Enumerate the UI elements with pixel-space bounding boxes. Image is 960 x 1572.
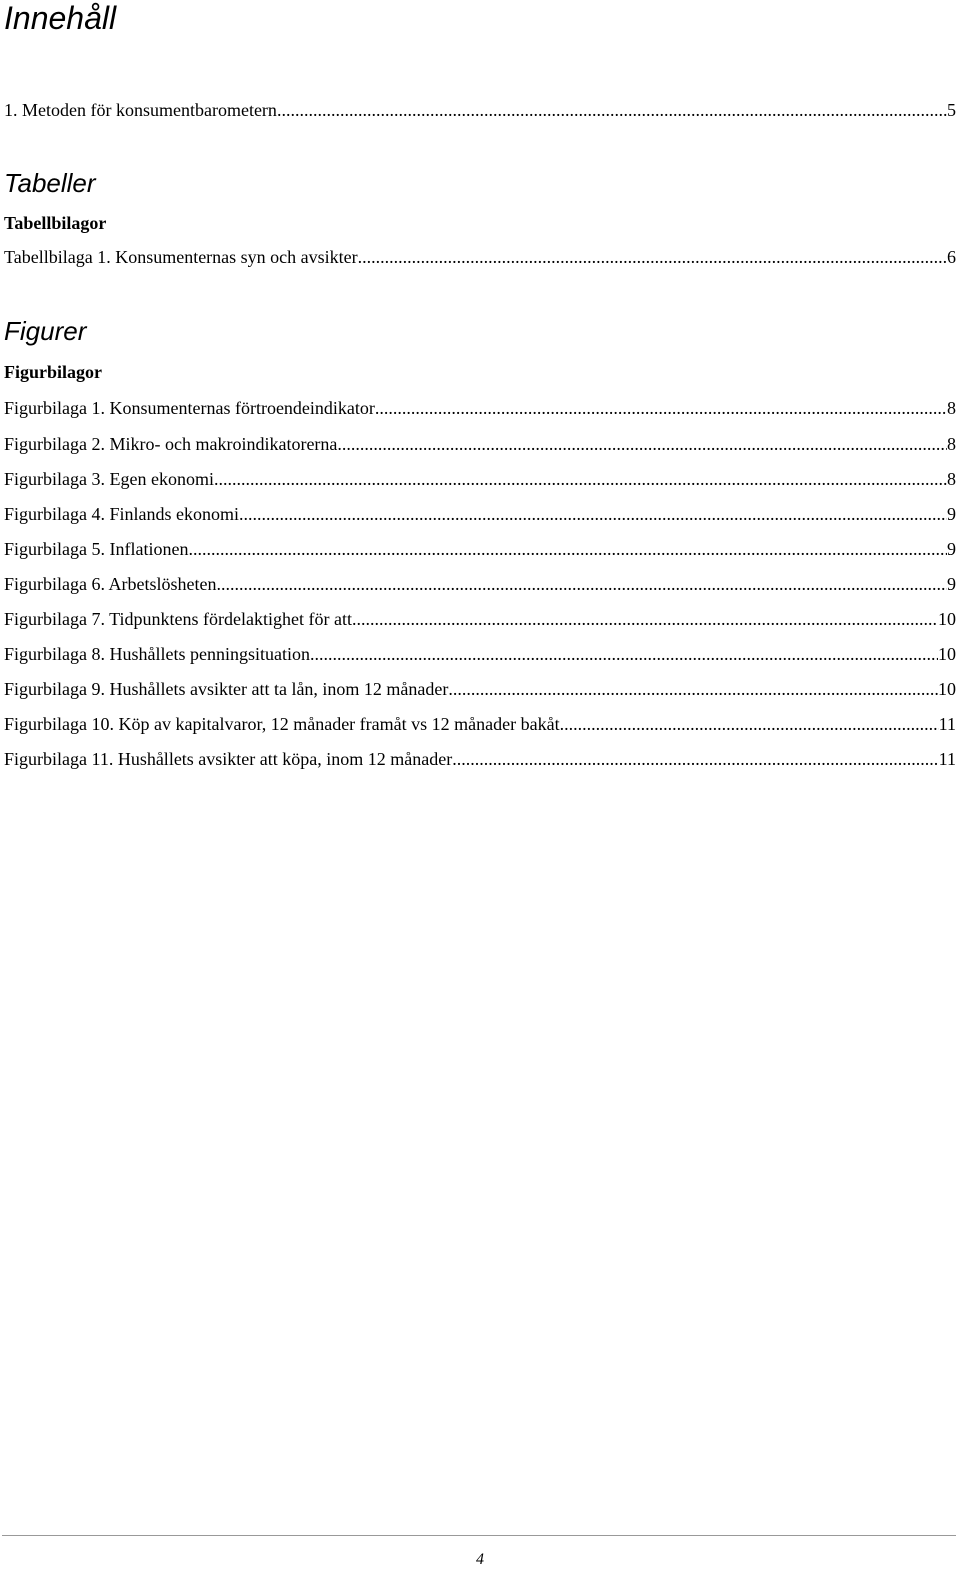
toc-entry-figurbilaga-7[interactable] — [4, 607, 956, 631]
toc-entry-label: 1. Metoden för konsumentbarometern — [4, 100, 277, 120]
toc-entry-label: Figurbilaga 3. Egen ekonomi — [4, 469, 214, 489]
toc-entry-label: Figurbilaga 8. Hushållets penningsituation — [4, 644, 310, 664]
dot-leader — [560, 712, 939, 736]
toc-entry-label: Figurbilaga 1. Konsumenternas förtroendeindikator — [4, 398, 375, 418]
page-number: 4 — [476, 1551, 484, 1568]
toc-entry-figurbilaga-4[interactable] — [4, 502, 956, 526]
toc-entry-figurbilaga-10[interactable] — [4, 712, 956, 736]
toc-entry-page: 9 — [947, 574, 956, 594]
toc-entry-tabellbilaga-1[interactable] — [4, 245, 956, 269]
dot-leader — [214, 467, 947, 491]
toc-entry-label: Figurbilaga 10. Köp av kapitalvaror, 12 månader framåt vs 12 månader bakåt — [4, 714, 560, 734]
toc-entry-figurbilaga-5[interactable] — [4, 537, 956, 561]
dot-leader — [352, 607, 938, 631]
dot-leader — [188, 537, 947, 561]
toc-entry-figurbilaga-2[interactable] — [4, 432, 956, 456]
toc-entry-label: Figurbilaga 6. Arbetslösheten — [4, 574, 217, 594]
toc-entry-page: 5 — [947, 100, 956, 120]
toc-entry-label: Figurbilaga 4. Finlands ekonomi — [4, 504, 239, 524]
toc-entry-label: Figurbilaga 7. Tidpunktens fördelaktighet för att — [4, 609, 352, 629]
tables-subheading: Tabellbilagor — [4, 213, 107, 233]
toc-entry-figurbilaga-1[interactable] — [4, 396, 956, 420]
figures-subheading: Figurbilagor — [4, 362, 102, 382]
toc-entry-figurbilaga-3[interactable] — [4, 467, 956, 491]
toc-entry-figurbilaga-6[interactable] — [4, 572, 956, 596]
toc-entry-page: 8 — [947, 469, 956, 489]
toc-entry-page: 9 — [947, 539, 956, 559]
toc-entry-figurbilaga-11[interactable] — [4, 747, 956, 771]
toc-entry-page: 11 — [938, 714, 956, 734]
page-title: Innehåll — [4, 0, 117, 36]
dot-leader — [277, 98, 947, 122]
toc-entry-label: Figurbilaga 11. Hushållets avsikter att köpa, inom 12 månader — [4, 749, 453, 769]
dot-leader — [375, 396, 947, 420]
dot-leader — [216, 572, 947, 596]
toc-entry-figurbilaga-8[interactable] — [4, 642, 956, 666]
dot-leader — [448, 677, 938, 701]
dot-leader — [239, 502, 947, 526]
toc-entry-metoden[interactable] — [4, 98, 956, 122]
dot-leader — [452, 747, 938, 771]
toc-entry-page: 10 — [938, 644, 956, 664]
toc-entry-label: Figurbilaga 5. Inflationen — [4, 539, 189, 559]
toc-entry-label: Tabellbilaga 1. Konsumenternas syn och avsikter — [4, 247, 358, 267]
dot-leader — [358, 245, 947, 269]
toc-entry-page: 8 — [947, 398, 956, 418]
toc-entry-page: 11 — [938, 749, 956, 769]
toc-entry-page: 6 — [947, 247, 956, 267]
toc-entry-page: 10 — [938, 609, 956, 629]
toc-entry-label: Figurbilaga 2. Mikro- och makroindikatorerna — [4, 434, 338, 454]
figures-heading: Figurer — [4, 316, 87, 346]
dot-leader — [310, 642, 938, 666]
toc-entry-page: 9 — [947, 504, 956, 524]
toc-entry-label: Figurbilaga 9. Hushållets avsikter att ta lån, inom 12 månader — [4, 679, 449, 699]
toc-entry-figurbilaga-9[interactable] — [4, 677, 956, 701]
toc-entry-page: 10 — [938, 679, 956, 699]
tables-heading: Tabeller — [4, 168, 96, 198]
toc-entry-page: 8 — [947, 434, 956, 454]
dot-leader — [337, 432, 947, 456]
footer-divider — [2, 1535, 956, 1536]
